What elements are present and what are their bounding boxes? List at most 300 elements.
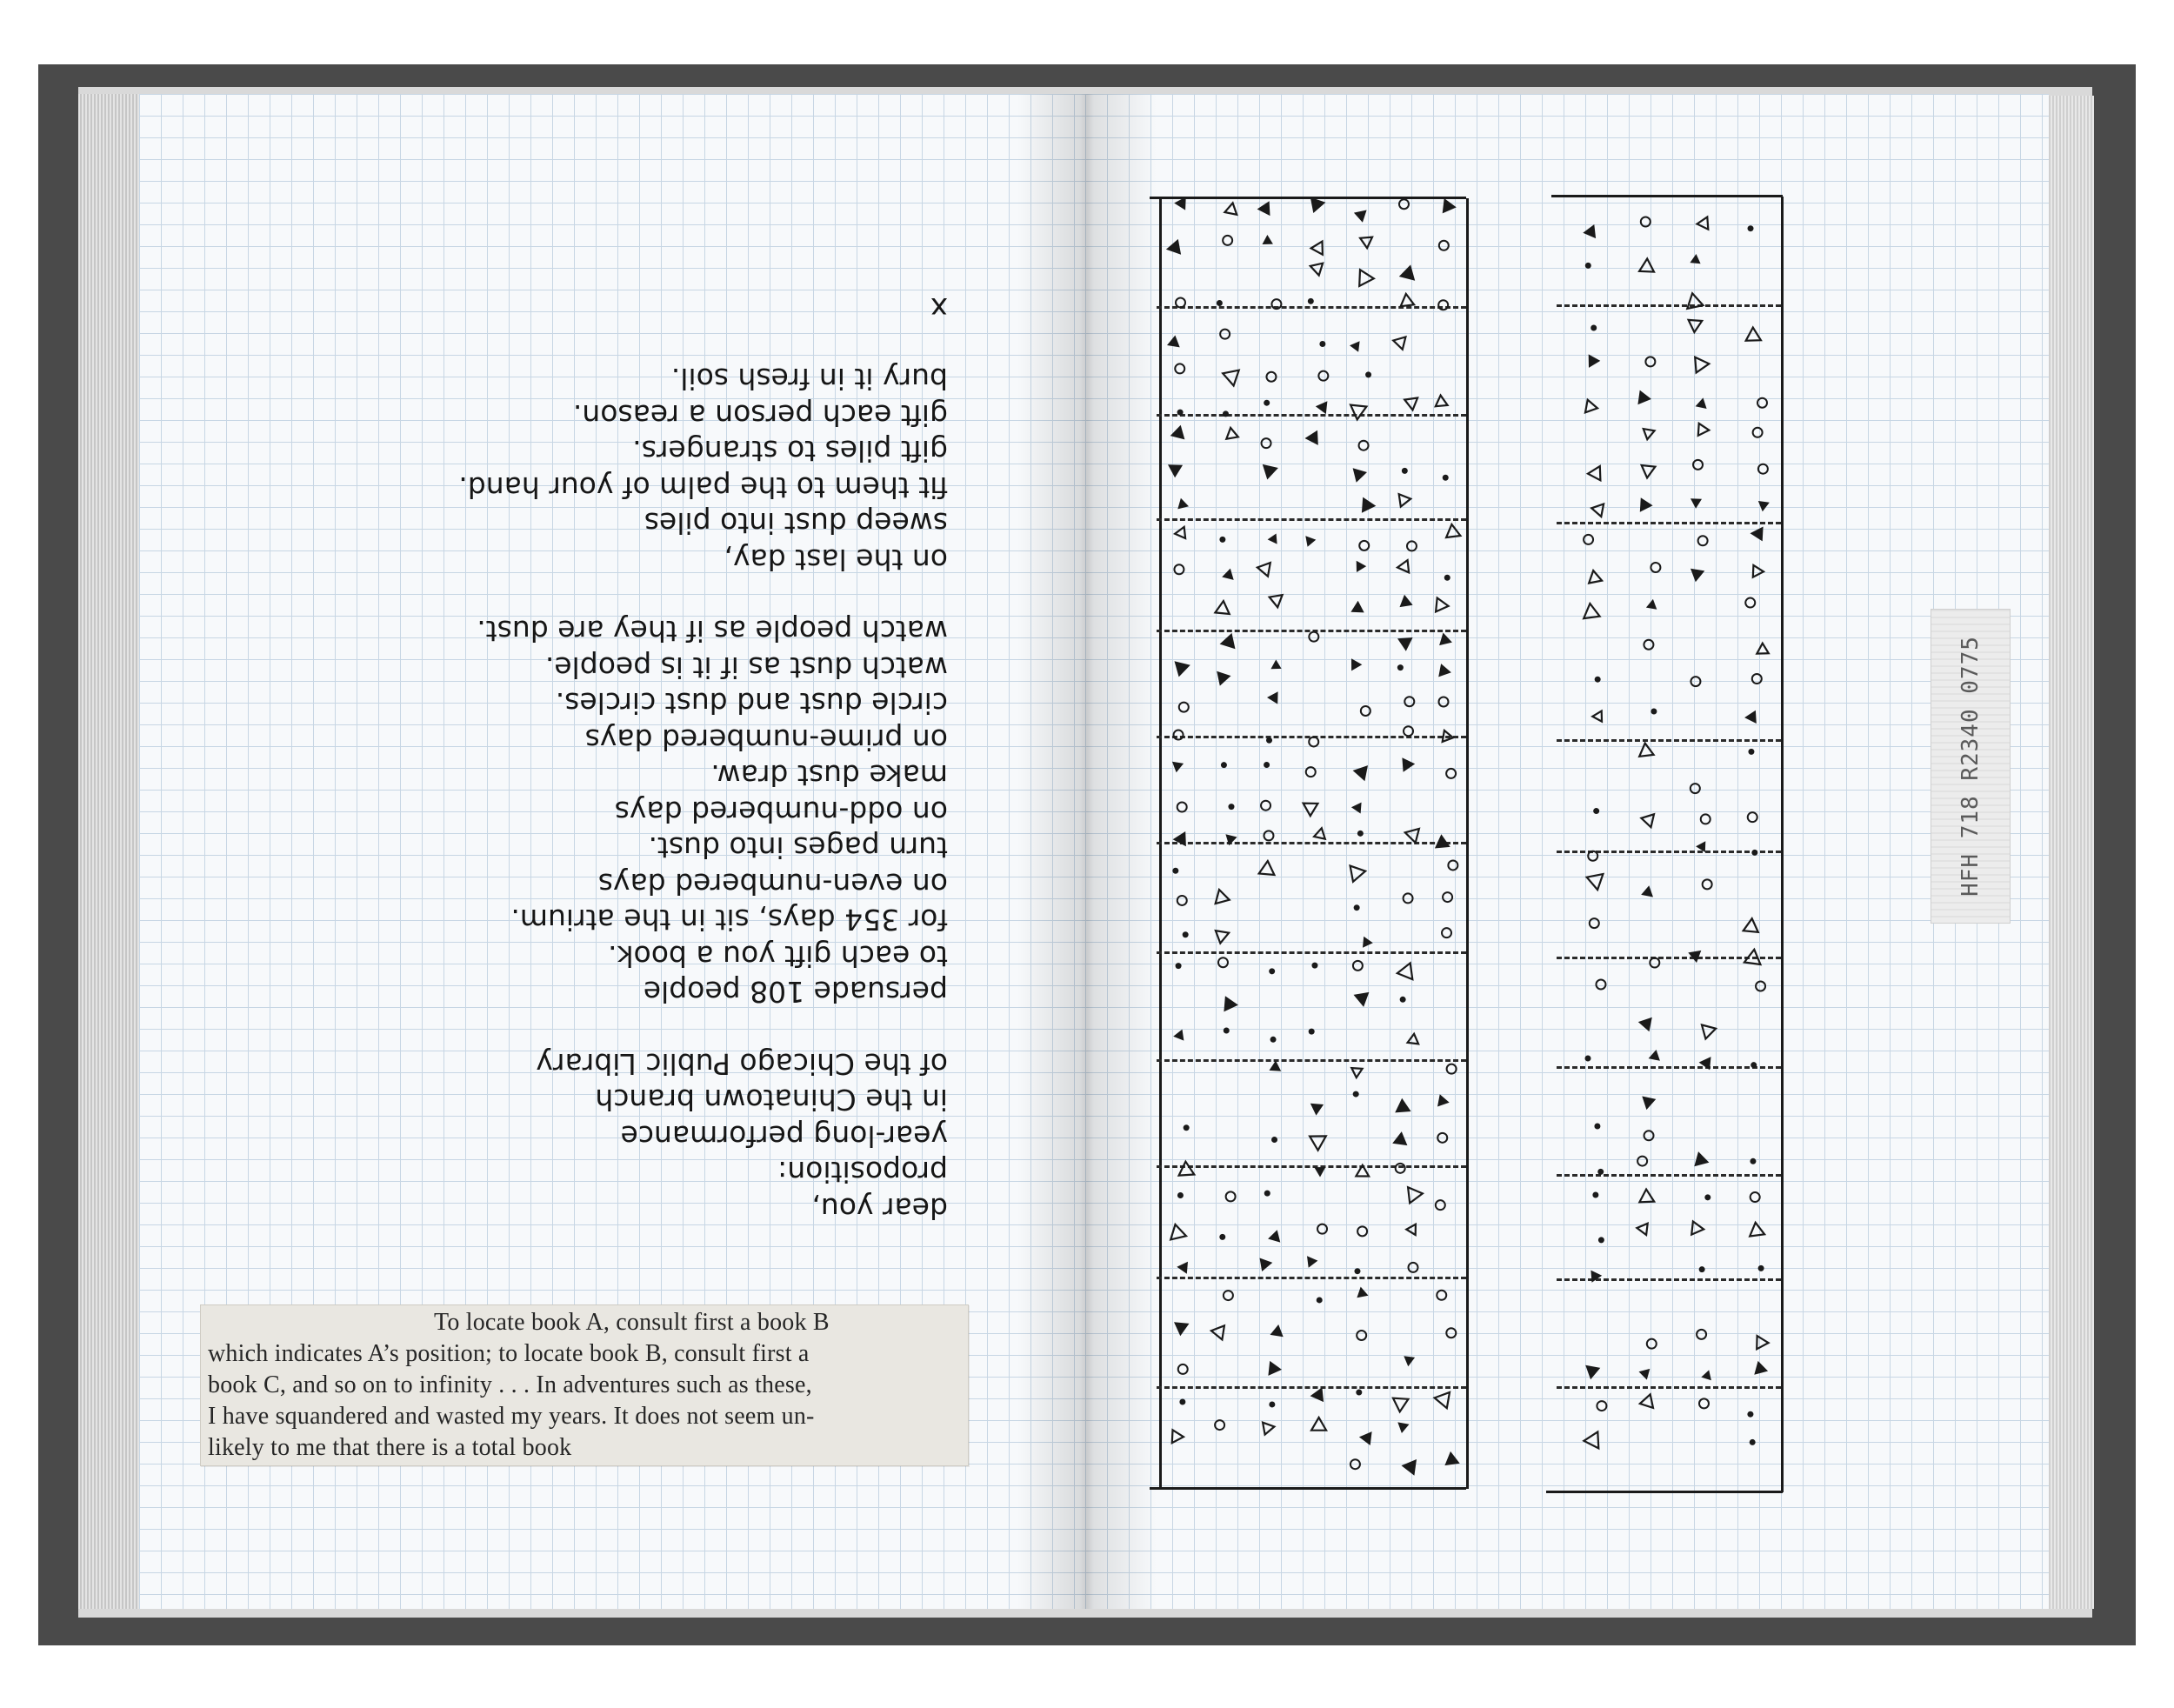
open-triangle-mark	[1757, 644, 1769, 654]
clipping-line: which indicates A’s position; to locate book B, consult first a	[208, 1340, 810, 1367]
open-circle-mark	[1436, 1200, 1445, 1210]
open-triangle-mark	[1179, 1162, 1195, 1176]
open-triangle-mark	[1639, 259, 1654, 272]
open-circle-mark	[1359, 541, 1369, 550]
filled-triangle-mark	[1690, 254, 1700, 264]
open-triangle-mark	[1750, 1223, 1764, 1237]
open-triangle-mark	[1356, 1165, 1369, 1177]
filled-triangle-mark	[1699, 1057, 1711, 1070]
filled-triangle-mark	[1758, 501, 1770, 511]
filled-dot-mark	[1353, 1091, 1359, 1098]
clipping-line: likely to me that there is a total book	[208, 1434, 572, 1461]
poem-line: on prime-numbered days	[584, 723, 948, 757]
open-triangle-mark	[1401, 294, 1414, 306]
filled-triangle-mark	[1263, 464, 1278, 480]
open-triangle-mark	[1753, 565, 1764, 577]
poem-line: for 354 days, sit in the atrium.	[510, 903, 948, 937]
open-circle-mark	[1224, 1291, 1233, 1300]
open-triangle-mark	[1757, 1336, 1768, 1349]
filled-dot-mark	[1365, 371, 1371, 377]
open-circle-mark	[1446, 1328, 1456, 1338]
open-triangle-mark	[1702, 1025, 1716, 1039]
filled-dot-mark	[1357, 831, 1364, 837]
filled-dot-mark	[1704, 1194, 1711, 1200]
open-circle-mark	[1644, 1131, 1654, 1140]
open-circle-mark	[1701, 814, 1711, 824]
poem-line: turn pages into dust.	[648, 831, 948, 865]
filled-triangle-mark	[1174, 1322, 1190, 1336]
filled-dot-mark	[1266, 737, 1272, 744]
filled-triangle-mark	[1701, 1370, 1711, 1380]
filled-dot-mark	[1176, 963, 1182, 969]
filled-triangle-mark	[1173, 1030, 1184, 1041]
open-triangle-mark	[1697, 217, 1709, 230]
filled-dot-mark	[1750, 1439, 1756, 1445]
filled-triangle-mark	[1174, 197, 1186, 210]
filled-dot-mark	[1177, 1192, 1184, 1198]
open-triangle-mark	[1641, 814, 1654, 827]
open-circle-mark	[1220, 330, 1230, 339]
filled-dot-mark	[1219, 1234, 1225, 1240]
filled-dot-mark	[1651, 708, 1657, 714]
poem-line: on even-numbered days	[597, 867, 948, 901]
filled-dot-mark	[1397, 664, 1404, 671]
filled-triangle-mark	[1353, 468, 1367, 483]
filled-triangle-mark	[1754, 1361, 1768, 1375]
open-circle-mark	[1264, 831, 1273, 840]
open-circle-mark	[1309, 632, 1318, 642]
filled-triangle-mark	[1310, 1387, 1324, 1402]
filled-triangle-mark	[1404, 1356, 1415, 1366]
open-circle-mark	[1261, 801, 1270, 811]
open-triangle-mark	[1637, 1224, 1647, 1235]
open-triangle-mark	[1175, 527, 1185, 538]
open-circle-mark	[1357, 1331, 1366, 1340]
filled-triangle-mark	[1688, 951, 1701, 963]
filled-dot-mark	[1356, 1390, 1362, 1396]
filled-triangle-mark	[1354, 210, 1367, 223]
clipping-line: book C, and so on to infinity . . . In adventures such as these,	[208, 1371, 812, 1398]
open-triangle-mark	[1587, 874, 1604, 890]
filled-triangle-mark	[1357, 561, 1367, 572]
open-triangle-mark	[1350, 866, 1366, 882]
open-circle-mark	[1174, 564, 1184, 574]
filled-dot-mark	[1311, 963, 1317, 969]
open-triangle-mark	[1393, 337, 1405, 350]
filled-triangle-mark	[1694, 1151, 1709, 1166]
filled-dot-mark	[1585, 263, 1591, 269]
filled-triangle-mark	[1362, 497, 1376, 513]
open-circle-mark	[1693, 460, 1703, 470]
open-triangle-mark	[1350, 405, 1366, 420]
open-triangle-mark	[1588, 466, 1600, 480]
open-triangle-mark	[1359, 270, 1374, 286]
poem-line: watch dust as if it is people.	[544, 651, 948, 684]
open-circle-mark	[1218, 957, 1228, 967]
filled-triangle-mark	[1637, 390, 1651, 405]
open-triangle-mark	[1404, 398, 1417, 410]
filled-dot-mark	[1269, 968, 1275, 974]
poem-line: in the Chinatown branch	[595, 1083, 948, 1118]
open-circle-mark	[1317, 1224, 1327, 1234]
open-circle-mark	[1647, 1339, 1657, 1349]
filled-triangle-mark	[1225, 834, 1237, 845]
open-circle-mark	[1753, 428, 1763, 437]
open-triangle-mark	[1270, 595, 1283, 607]
filled-triangle-mark	[1217, 671, 1230, 686]
open-triangle-mark	[1311, 242, 1323, 255]
open-triangle-mark	[1216, 890, 1230, 904]
filled-dot-mark	[1594, 1123, 1600, 1129]
filled-triangle-mark	[1177, 1262, 1188, 1274]
open-circle-mark	[1588, 851, 1597, 861]
open-circle-mark	[1177, 803, 1187, 812]
filled-dot-mark	[1221, 762, 1227, 768]
open-circle-mark	[1175, 364, 1184, 373]
filled-dot-mark	[1309, 1029, 1315, 1035]
filled-triangle-mark	[1400, 595, 1413, 607]
filled-dot-mark	[1269, 1401, 1275, 1407]
filled-triangle-mark	[1585, 1365, 1600, 1379]
open-triangle-mark	[1393, 1398, 1408, 1412]
open-triangle-mark	[1639, 744, 1653, 757]
poem-line: gift each person a reason.	[572, 398, 948, 432]
filled-dot-mark	[1172, 868, 1178, 874]
open-circle-mark	[1318, 371, 1328, 381]
filled-dot-mark	[1593, 808, 1599, 814]
open-circle-mark	[1404, 893, 1413, 903]
open-circle-mark	[1437, 1291, 1446, 1300]
filled-triangle-mark	[1642, 1097, 1656, 1111]
poem-line: bury it in fresh soil.	[670, 362, 948, 397]
filled-triangle-mark	[1268, 1361, 1282, 1376]
open-triangle-mark	[1408, 1034, 1419, 1044]
open-triangle-mark	[1446, 524, 1460, 537]
open-triangle-mark	[1436, 396, 1448, 407]
filled-triangle-mark	[1307, 1256, 1317, 1267]
poem-line: circle dust and dust circles.	[555, 686, 948, 721]
filled-triangle-mark	[1167, 336, 1180, 348]
open-circle-mark	[1178, 1364, 1188, 1374]
filled-dot-mark	[1592, 1191, 1598, 1198]
filled-dot-mark	[1179, 1398, 1185, 1404]
filled-triangle-mark	[1177, 498, 1189, 510]
open-triangle-mark	[1435, 1392, 1450, 1408]
open-circle-mark	[1752, 674, 1762, 684]
filled-triangle-mark	[1220, 633, 1236, 649]
filled-triangle-mark	[1310, 1104, 1324, 1116]
open-circle-mark	[1757, 398, 1767, 408]
filled-dot-mark	[1177, 410, 1184, 416]
filled-dot-mark	[1747, 1411, 1753, 1418]
filled-dot-mark	[1219, 537, 1225, 543]
open-circle-mark	[1584, 535, 1593, 544]
open-triangle-mark	[1405, 829, 1419, 843]
poem-line: to each gift you a book.	[607, 939, 948, 973]
filled-triangle-mark	[1357, 1287, 1368, 1298]
open-circle-mark	[1745, 598, 1755, 608]
filled-dot-mark	[1595, 677, 1601, 683]
filled-triangle-mark	[1444, 1451, 1459, 1465]
poem-line: sweep dust into piles	[644, 506, 948, 541]
poem-line: watch people as if they are dust.	[477, 614, 948, 649]
filled-dot-mark	[1598, 1237, 1604, 1243]
open-triangle-mark	[1215, 601, 1229, 614]
open-triangle-mark	[1257, 563, 1270, 577]
open-triangle-mark	[1687, 293, 1703, 309]
open-triangle-mark	[1310, 264, 1323, 276]
open-triangle-mark	[1263, 1423, 1274, 1435]
filled-triangle-mark	[1166, 239, 1181, 255]
filled-triangle-mark	[1268, 534, 1277, 544]
open-triangle-mark	[1397, 560, 1409, 572]
filled-triangle-mark	[1583, 224, 1596, 238]
open-circle-mark	[1596, 980, 1605, 990]
open-triangle-mark	[1211, 1325, 1224, 1339]
filled-dot-mark	[1585, 1056, 1591, 1062]
open-circle-mark	[1758, 464, 1768, 474]
filled-dot-mark	[1308, 298, 1314, 304]
filled-triangle-mark	[1397, 637, 1413, 651]
filled-triangle-mark	[1172, 762, 1184, 772]
open-triangle-mark	[1744, 918, 1758, 932]
filled-dot-mark	[1597, 1169, 1604, 1175]
open-circle-mark	[1407, 541, 1417, 550]
open-circle-mark	[1266, 372, 1276, 382]
open-circle-mark	[1597, 1401, 1606, 1411]
filled-dot-mark	[1354, 904, 1360, 911]
open-circle-mark	[1404, 697, 1414, 706]
filled-triangle-mark	[1268, 1230, 1280, 1242]
filled-triangle-mark	[1439, 633, 1452, 646]
open-triangle-mark	[1216, 931, 1229, 943]
open-triangle-mark	[1698, 424, 1710, 436]
open-circle-mark	[1697, 1330, 1706, 1339]
filled-dot-mark	[1590, 324, 1597, 330]
open-circle-mark	[1176, 298, 1185, 308]
open-triangle-mark	[1644, 429, 1655, 439]
open-circle-mark	[1396, 1164, 1405, 1173]
filled-triangle-mark	[1224, 996, 1238, 1011]
open-circle-mark	[1748, 812, 1757, 822]
filled-triangle-mark	[1314, 1167, 1325, 1178]
poem-line: persuade 108 people	[643, 975, 948, 1010]
open-circle-mark	[1645, 357, 1655, 366]
filled-triangle-mark	[1696, 841, 1705, 852]
filled-dot-mark	[1264, 762, 1270, 768]
filled-triangle-mark	[1270, 660, 1281, 670]
filled-triangle-mark	[1744, 711, 1757, 724]
open-triangle-mark	[1311, 1418, 1326, 1431]
open-circle-mark	[1699, 1398, 1709, 1408]
filled-triangle-mark	[1270, 1324, 1284, 1337]
filled-triangle-mark	[1639, 1369, 1651, 1380]
poem-line: of the Chicago Public Library	[536, 1047, 948, 1081]
filled-triangle-mark	[1267, 691, 1278, 704]
open-triangle-mark	[1223, 370, 1239, 386]
filled-dot-mark	[1217, 300, 1223, 306]
filled-triangle-mark	[1305, 430, 1318, 445]
open-circle-mark	[1215, 1420, 1224, 1430]
open-circle-mark	[1361, 706, 1370, 716]
open-circle-mark	[1691, 784, 1700, 793]
open-triangle-mark	[1585, 400, 1597, 413]
filled-dot-mark	[1354, 1268, 1360, 1274]
open-triangle-mark	[1443, 731, 1453, 742]
open-triangle-mark	[1226, 428, 1238, 439]
open-triangle-mark	[1744, 950, 1761, 964]
filled-dot-mark	[1271, 1137, 1277, 1143]
open-circle-mark	[1179, 703, 1189, 712]
open-triangle-mark	[1695, 357, 1709, 373]
open-circle-mark	[1644, 640, 1653, 650]
poem-line: on odd-numbered days	[614, 795, 948, 829]
open-circle-mark	[1357, 1226, 1367, 1236]
poem-line: make dust draw.	[710, 758, 948, 793]
filled-triangle-mark	[1363, 937, 1373, 948]
filled-dot-mark	[1402, 468, 1408, 474]
filled-dot-mark	[1183, 931, 1189, 937]
filled-dot-mark	[1264, 1191, 1270, 1197]
clipping-line: To locate book A, consult first a book B	[434, 1309, 830, 1336]
filled-triangle-mark	[1646, 599, 1657, 610]
call-number-text: HFH 718 R2340 0775	[1957, 636, 1984, 897]
filled-triangle-mark	[1353, 765, 1368, 781]
open-circle-mark	[1226, 1191, 1236, 1201]
filled-triangle-mark	[1397, 1422, 1409, 1433]
filled-dot-mark	[1319, 341, 1325, 347]
open-circle-mark	[1404, 726, 1413, 736]
open-triangle-mark	[1592, 711, 1602, 722]
open-circle-mark	[1703, 879, 1712, 889]
filled-triangle-mark	[1316, 401, 1328, 414]
poem-line: proposition:	[777, 1155, 948, 1190]
open-circle-mark	[1698, 536, 1708, 545]
open-circle-mark	[1438, 300, 1448, 310]
open-circle-mark	[1439, 241, 1449, 250]
open-triangle-mark	[1351, 1068, 1362, 1078]
filled-dot-mark	[1444, 575, 1450, 581]
filled-triangle-mark	[1305, 536, 1316, 547]
filled-triangle-mark	[1173, 831, 1186, 846]
open-circle-mark	[1262, 438, 1271, 448]
filled-triangle-mark	[1638, 1017, 1652, 1032]
open-triangle-mark	[1172, 1430, 1184, 1443]
filled-triangle-mark	[1354, 992, 1370, 1007]
open-triangle-mark	[1746, 328, 1761, 341]
open-circle-mark	[1350, 1459, 1360, 1469]
filled-triangle-mark	[1640, 497, 1653, 512]
open-triangle-mark	[1639, 1190, 1654, 1203]
open-triangle-mark	[1360, 237, 1372, 249]
open-triangle-mark	[1314, 828, 1325, 838]
filled-triangle-mark	[1350, 601, 1364, 613]
open-circle-mark	[1174, 731, 1184, 740]
open-circle-mark	[1442, 928, 1451, 937]
filled-triangle-mark	[1589, 354, 1601, 368]
filled-dot-mark	[1223, 410, 1229, 417]
filled-triangle-mark	[1751, 527, 1764, 542]
open-triangle-mark	[1689, 320, 1703, 332]
open-circle-mark	[1177, 896, 1187, 905]
open-triangle-mark	[1640, 1394, 1653, 1408]
filled-triangle-mark	[1443, 198, 1457, 213]
open-circle-mark	[1446, 769, 1456, 778]
filled-dot-mark	[1748, 749, 1754, 755]
poem-line: gift piles to strangers.	[632, 434, 948, 469]
filled-triangle-mark	[1402, 1459, 1417, 1476]
filled-triangle-mark	[1641, 885, 1653, 897]
open-triangle-mark	[1310, 1136, 1326, 1150]
filled-dot-mark	[1748, 225, 1754, 231]
filled-dot-mark	[1224, 1027, 1230, 1033]
filled-dot-mark	[1317, 1297, 1323, 1303]
filled-triangle-mark	[1170, 425, 1185, 440]
open-circle-mark	[1399, 199, 1409, 209]
filled-dot-mark	[1400, 997, 1406, 1003]
open-circle-mark	[1447, 1064, 1457, 1074]
filled-dot-mark	[1751, 1062, 1757, 1068]
filled-triangle-mark	[1392, 1131, 1407, 1145]
poem-line: on the last day,	[724, 543, 948, 577]
open-triangle-mark	[1304, 804, 1318, 817]
open-circle-mark	[1443, 892, 1452, 902]
open-circle-mark	[1751, 1192, 1760, 1202]
open-triangle-mark	[1642, 465, 1656, 477]
open-triangle-mark	[1691, 1222, 1704, 1235]
poem-line: fit them to the palm of your hand.	[458, 470, 948, 504]
open-circle-mark	[1756, 982, 1765, 991]
open-circle-mark	[1438, 697, 1448, 706]
open-circle-mark	[1641, 217, 1651, 227]
open-circle-mark	[1353, 961, 1363, 971]
filled-dot-mark	[1699, 1266, 1705, 1272]
open-triangle-mark	[1170, 1224, 1186, 1239]
open-circle-mark	[1306, 767, 1316, 777]
open-circle-mark	[1637, 1157, 1647, 1166]
filled-dot-mark	[1228, 804, 1234, 810]
filled-triangle-mark	[1260, 1258, 1273, 1272]
open-triangle-mark	[1224, 203, 1237, 214]
filled-dot-mark	[1750, 1158, 1756, 1164]
filled-triangle-mark	[1691, 498, 1702, 508]
filled-triangle-mark	[1222, 569, 1234, 580]
open-triangle-mark	[1591, 504, 1604, 517]
filled-triangle-mark	[1395, 1098, 1410, 1113]
open-circle-mark	[1309, 737, 1318, 746]
filled-triangle-mark	[1168, 464, 1183, 477]
filled-dot-mark	[1264, 400, 1270, 406]
filled-triangle-mark	[1310, 197, 1326, 213]
filled-triangle-mark	[1351, 803, 1362, 814]
open-circle-mark	[1359, 441, 1369, 450]
filled-triangle-mark	[1590, 1271, 1602, 1283]
filled-triangle-mark	[1438, 664, 1451, 677]
open-circle-mark	[1271, 299, 1281, 309]
filled-triangle-mark	[1402, 757, 1415, 772]
open-circle-mark	[1650, 958, 1659, 968]
open-circle-mark	[1223, 236, 1232, 245]
open-triangle-mark	[1399, 494, 1411, 506]
filled-triangle-mark	[1691, 569, 1704, 583]
clipping-line: I have squandered and wasted my years. It does not seem un-	[208, 1403, 815, 1430]
filled-triangle-mark	[1263, 235, 1273, 244]
filled-dot-mark	[1184, 1124, 1190, 1131]
filled-triangle-mark	[1175, 661, 1190, 677]
open-triangle-mark	[1584, 604, 1599, 618]
open-circle-mark	[1651, 563, 1660, 572]
filled-dot-mark	[1270, 1037, 1277, 1043]
